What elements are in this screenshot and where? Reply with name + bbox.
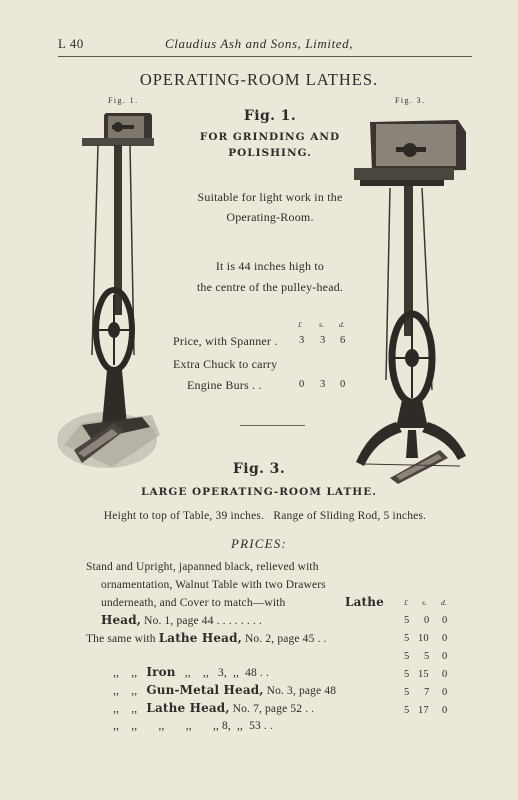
price-row-pence: 0 xyxy=(442,669,448,680)
price-row-prefix: ,, ,, xyxy=(113,685,147,697)
section-divider xyxy=(240,425,305,426)
price-row-pounds: 5 xyxy=(404,705,410,716)
fig1-pounds-header: £ xyxy=(298,320,303,329)
price-row-pence: 0 xyxy=(442,687,448,698)
fig1-extra-pounds: 0 xyxy=(299,379,305,390)
prices-shillings-header: s. xyxy=(422,598,428,607)
price-row-shillings: 15 xyxy=(418,669,429,680)
price-row-item: Iron xyxy=(146,665,176,679)
running-title: Claudius Ash and Sons, Limited, xyxy=(165,36,354,51)
price-row xyxy=(86,630,327,647)
fig1-extra-pence: 0 xyxy=(340,379,346,390)
price-row-item: Lathe Head, xyxy=(158,631,242,645)
price-row-prefix: ,, ,, xyxy=(113,703,147,715)
fig3-lathe-illustration xyxy=(350,110,480,490)
price-row-shillings: 5 xyxy=(424,651,430,662)
page-number: L 40 xyxy=(58,36,84,51)
fig3-small-label: Fig. 3. xyxy=(395,96,426,105)
price-row-detail: No. 3, page 48 xyxy=(263,685,337,697)
price-row-item: Lathe Head, xyxy=(146,701,230,715)
price-row-detail: No. 1, page 44 . . . . . . . . xyxy=(144,615,262,627)
price-row-pounds: 5 xyxy=(404,687,410,698)
fig1-shillings-header: s. xyxy=(319,320,325,329)
fig3-subtitle: LARGE OPERATING-ROOM LATHE. xyxy=(141,486,377,498)
fig3-flywheel xyxy=(392,314,432,402)
fig1-subtitle-line1: FOR GRINDING AND xyxy=(199,131,341,143)
price-row-prefix: ,, ,, xyxy=(113,667,147,679)
page-title: OPERATING-ROOM LATHES. xyxy=(139,70,379,89)
price-row-shillings: 7 xyxy=(424,687,430,698)
price-row-pence: 0 xyxy=(442,705,448,716)
prices-pounds-header: £ xyxy=(404,598,409,607)
fig1-heading: Fig. 1. xyxy=(243,108,297,124)
price-row-shillings: 0 xyxy=(424,615,430,626)
price-row-detail: No. 7, page 52 . . xyxy=(229,703,315,715)
price-row-shillings: 10 xyxy=(418,633,429,644)
price-row-pence: 0 xyxy=(442,651,448,662)
fig1-price-label: Price, with Spanner . xyxy=(173,334,278,348)
prices-intro-line1: Stand and Upright, japanned black, relieved with xyxy=(86,561,319,573)
fig1-price-pence: 6 xyxy=(340,335,346,346)
price-row-pence: 0 xyxy=(442,615,448,626)
price-row xyxy=(101,612,262,629)
fig1-subtitle-line2: POLISHING. xyxy=(228,147,312,159)
fig1-description-line2: Operating-Room. xyxy=(226,210,314,224)
header-rule xyxy=(58,56,472,57)
price-row-pounds: 5 xyxy=(404,615,410,626)
fig1-height-line1: It is 44 inches high to xyxy=(215,259,325,273)
fig1-small-label: Fig. 1. xyxy=(108,96,139,105)
price-row-pounds: 5 xyxy=(404,669,410,680)
price-row-detail: No. 2, page 45 . . xyxy=(241,633,327,645)
price-row-shillings: 17 xyxy=(418,705,429,716)
price-row-pounds: 5 xyxy=(404,633,410,644)
price-row-detail: ,, ,, 3, ,, 48 . . xyxy=(175,667,269,679)
fig3-dimensions: Height to top of Table, 39 inches. Range of Sliding Rod, 5 inches. xyxy=(103,510,427,522)
fig1-description-line1: Suitable for light work in the xyxy=(197,190,343,204)
fig1-lathe-illustration xyxy=(52,105,172,480)
fig1-flywheel xyxy=(96,290,132,370)
price-row-prefix: ,, ,, ,, ,, xyxy=(113,720,213,732)
fig1-price-shillings: 3 xyxy=(320,335,326,346)
prices-intro-line2: ornamentation, Walnut Table with two Drawers xyxy=(101,579,326,591)
price-row-pounds: 5 xyxy=(404,651,410,662)
fig1-extra-line1: Extra Chuck to carry xyxy=(173,357,278,371)
price-row-item: Gun-Metal Head, xyxy=(146,683,264,697)
price-row-pence: 0 xyxy=(442,633,448,644)
prices-intro-line3: underneath, and Cover to match—with xyxy=(101,597,286,609)
prices-lathe-word: Lathe xyxy=(345,595,384,609)
fig1-price-pounds: 3 xyxy=(299,335,305,346)
fig1-extra-shillings: 3 xyxy=(320,379,326,390)
fig1-extra-line2: Engine Burs . . xyxy=(187,378,262,392)
fig1-head xyxy=(82,113,154,146)
price-row-prefix: The same with xyxy=(86,633,159,645)
fig3-heading: Fig. 3. xyxy=(232,461,286,477)
prices-pence-header: d. xyxy=(441,598,448,607)
fig1-pence-header: d. xyxy=(339,320,346,329)
price-row-item: Head, xyxy=(101,613,142,627)
fig1-height-line2: the centre of the pulley-head. xyxy=(196,280,344,294)
price-row-detail: ,, 8, ,, 53 . . xyxy=(212,720,273,732)
prices-heading: PRICES: xyxy=(230,536,288,551)
price-row xyxy=(101,702,273,750)
